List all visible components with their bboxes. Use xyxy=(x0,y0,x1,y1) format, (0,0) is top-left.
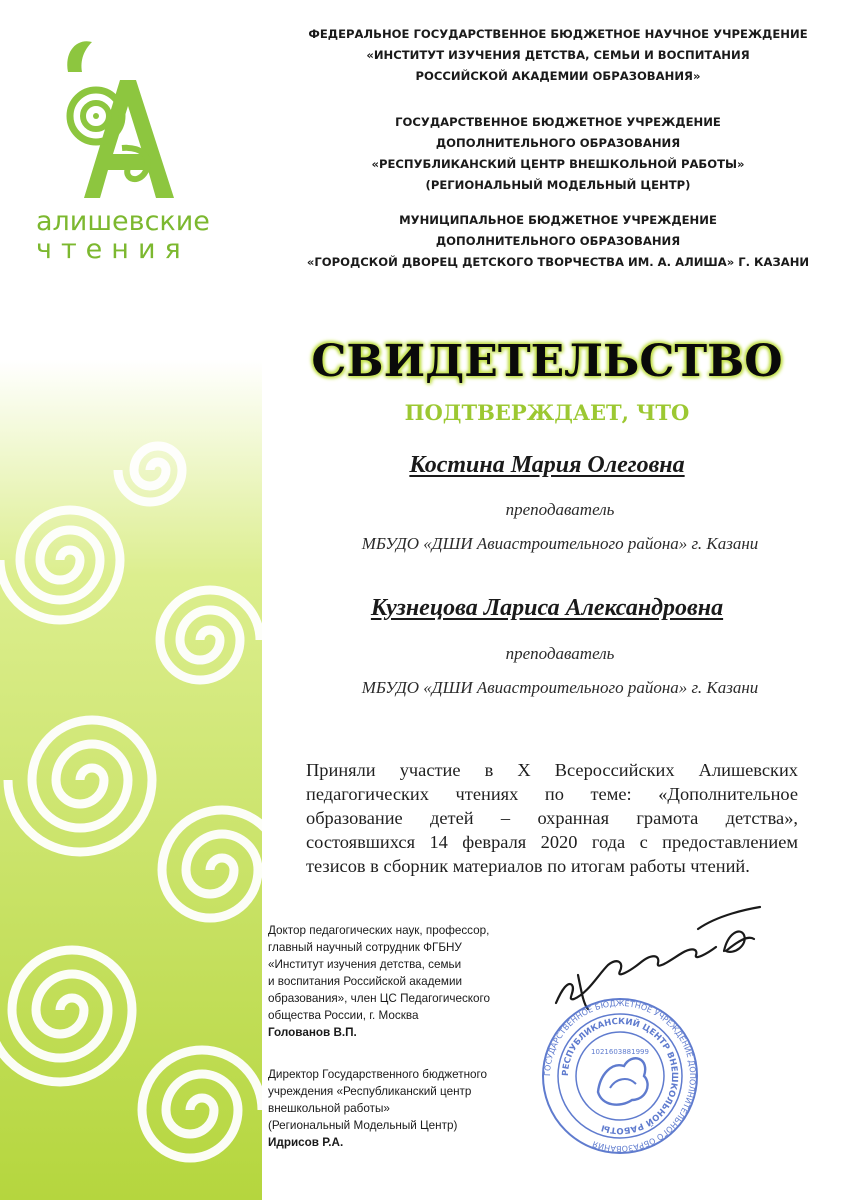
stamp-inner-text: РЕСПУБЛИКАНСКИЙ ЦЕНТР ВНЕШКОЛЬНОЙ РАБОТЫ xyxy=(560,1016,680,1135)
org3-line3: «ГОРОДСКОЙ ДВОРЕЦ ДЕТСКОГО ТВОРЧЕСТВА ИМ. А. АЛИША» Г. КАЗАНИ xyxy=(306,255,810,269)
signatory-1-title: главный научный сотрудник ФГБНУ xyxy=(268,941,462,954)
signatory-1-title: Доктор педагогических наук, профессор, xyxy=(268,924,490,937)
certificate-title: СВИДЕТЕЛЬСТВО xyxy=(311,336,783,387)
participation-statement xyxy=(306,758,798,878)
recipient-2-name: Кузнецова Лариса Александровна xyxy=(370,595,724,621)
organization-1 xyxy=(298,24,818,87)
official-stamp xyxy=(540,996,700,1156)
statement-line: педагогических чтениях по теме: «Дополнительное xyxy=(306,784,798,804)
signatory-1-title: общества России, г. Москва xyxy=(268,1009,419,1022)
signatory-2-title: внешкольной работы» xyxy=(268,1102,390,1115)
org2-line3: «РЕСПУБЛИКАНСКИЙ ЦЕНТР ВНЕШКОЛЬНОЙ РАБОТЫ» xyxy=(371,157,745,171)
recipient-1-position: преподаватель xyxy=(505,500,615,519)
org2-line2: ДОПОЛНИТЕЛЬНОГО ОБРАЗОВАНИЯ xyxy=(435,136,681,150)
recipient-1-name: Костина Мария Олеговна xyxy=(409,452,685,478)
signatory-1-title: и воспитания Российской академии xyxy=(268,975,463,988)
stamp-number: 1021603881999 xyxy=(591,1048,649,1056)
signatory-2-title: учреждения «Республиканский центр xyxy=(268,1085,472,1098)
statement-line: тезисов в сборник материалов по итогам работы чтений. xyxy=(306,856,750,876)
signatory-1-title: «Институт изучения детства, семьи xyxy=(268,958,462,971)
signatory-2 xyxy=(268,1066,538,1151)
org1-line1: ФЕДЕРАЛЬНОЕ ГОСУДАРСТВЕННОЕ БЮДЖЕТНОЕ НАУЧНОЕ УЧРЕЖДЕНИЕ xyxy=(308,27,808,41)
org1-line2: «ИНСТИТУТ ИЗУЧЕНИЯ ДЕТСТВА, СЕМЬИ И ВОСПИТАНИЯ xyxy=(366,48,750,62)
statement-line: образование детей – охранная грамота детства», xyxy=(306,808,798,828)
logo-title-line2: чтения xyxy=(36,234,190,265)
organization-3 xyxy=(298,210,818,273)
signatory-1 xyxy=(268,922,538,1041)
recipient-1-organization: МБУДО «ДШИ Авиастроительного района» г. Казани xyxy=(361,534,759,553)
org2-line1: ГОСУДАРСТВЕННОЕ БЮДЖЕТНОЕ УЧРЕЖДЕНИЕ xyxy=(395,115,721,129)
stamp-outer-text: ГОСУДАРСТВЕННОЕ БЮДЖЕТНОЕ УЧРЕЖДЕНИЕ ДОПОЛНИТЕЛЬНОГО ОБРАЗОВАНИЯ xyxy=(542,998,698,1154)
recipient-2-position: преподаватель xyxy=(505,644,615,663)
signatory-1-title: образования», член ЦС Педагогического xyxy=(268,992,491,1005)
recipient-2-organization: МБУДО «ДШИ Авиастроительного района» г. Казани xyxy=(361,678,759,697)
signatory-2-title: Директор Государственного бюджетного xyxy=(268,1068,488,1081)
signatory-2-name: Идрисов Р.А. xyxy=(268,1136,344,1149)
org3-line1: МУНИЦИПАЛЬНОЕ БЮДЖЕТНОЕ УЧРЕЖДЕНИЕ xyxy=(399,213,717,227)
org1-line3: РОССИЙСКОЙ АКАДЕМИИ ОБРАЗОВАНИЯ» xyxy=(415,69,701,83)
certificate-subtitle: ПОДТВЕРЖДАЕТ, ЧТО xyxy=(404,400,690,425)
organization-2 xyxy=(298,112,818,196)
statement-line: Приняли участие в X Всероссийских Алишевских xyxy=(306,760,798,780)
signatory-2-title: (Региональный Модельный Центр) xyxy=(268,1119,458,1132)
org2-line4: (РЕГИОНАЛЬНЫЙ МОДЕЛЬНЫЙ ЦЕНТР) xyxy=(425,178,691,192)
logo-title-line1: алишевские xyxy=(36,206,210,237)
statement-line: состоявшихся 14 февраля 2020 года с предоставлением xyxy=(306,832,798,852)
signatory-1-name: Голованов В.П. xyxy=(268,1026,357,1039)
org3-line2: ДОПОЛНИТЕЛЬНОГО ОБРАЗОВАНИЯ xyxy=(435,234,681,248)
